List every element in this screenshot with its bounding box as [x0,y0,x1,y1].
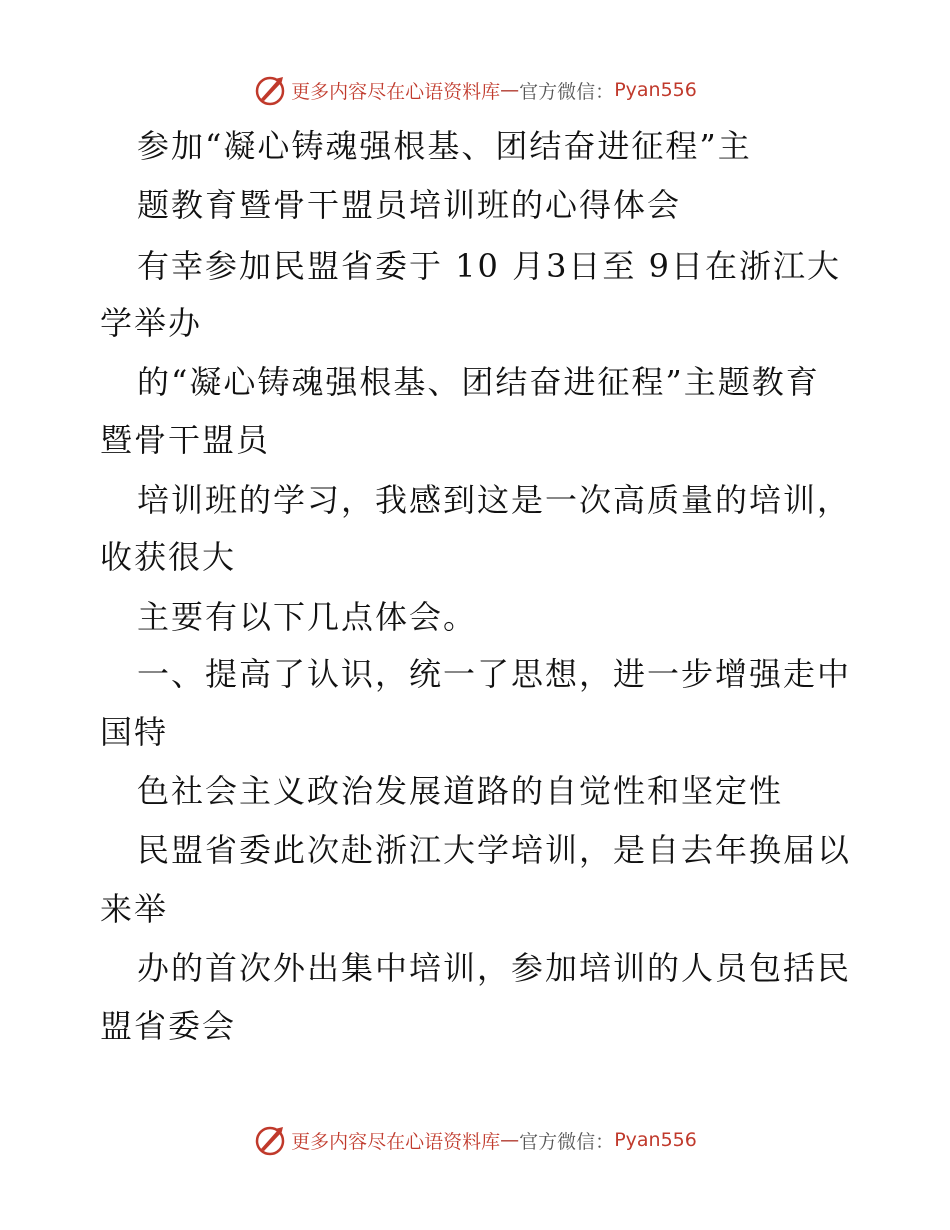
section-heading-line: 国特 [100,713,169,751]
watermark-lead-text: 更多内容尽在心语资料库 [291,80,501,103]
paragraph-line: 主要有以下几点体会。 [137,598,478,636]
paragraph-line: 收获很大 [100,538,237,576]
quill-logo-icon [253,1123,287,1157]
watermark-account: Pyan556 [614,79,697,101]
title-line-2: 题教育暨骨干盟员培训班的心得体会 [137,186,682,224]
watermark-lead-text: 更多内容尽在心语资料库 [291,1130,501,1153]
paragraph-line: 的“凝心铸魂强根基、团结奋进征程”主题教育 [137,363,820,401]
watermark-account: Pyan556 [614,1129,697,1151]
paragraph-line: 民盟省委此次赴浙江大学培训，是自去年换届以 [137,831,852,869]
paragraph-line: 办的首次外出集中培训，参加培训的人员包括民 [137,949,852,987]
watermark-official-label: 官方微信： [519,1130,615,1153]
watermark-dash: — [500,1129,520,1151]
footer-watermark [0,1120,950,1160]
paragraph-line: 盟省委会 [100,1007,237,1045]
paragraph-line: 来举 [100,890,169,928]
paragraph-line: 暨骨干盟员 [100,421,271,459]
paragraph-line: 有幸参加民盟省委于 10 月3日至 9日在浙江大 [137,247,841,285]
paragraph-line: 培训班的学习，我感到这是一次高质量的培训， [137,481,852,519]
watermark-official-label: 官方微信： [519,80,615,103]
section-heading-line: 一、提高了认识，统一了思想，进一步增强走中 [137,655,852,693]
watermark-dash: — [500,79,520,101]
title-line-1: 参加“凝心铸魂强根基、团结奋进征程”主 [137,127,752,165]
paragraph-line: 学举办 [100,304,203,342]
section-heading-line: 色社会主义政治发展道路的自觉性和坚定性 [137,772,784,810]
